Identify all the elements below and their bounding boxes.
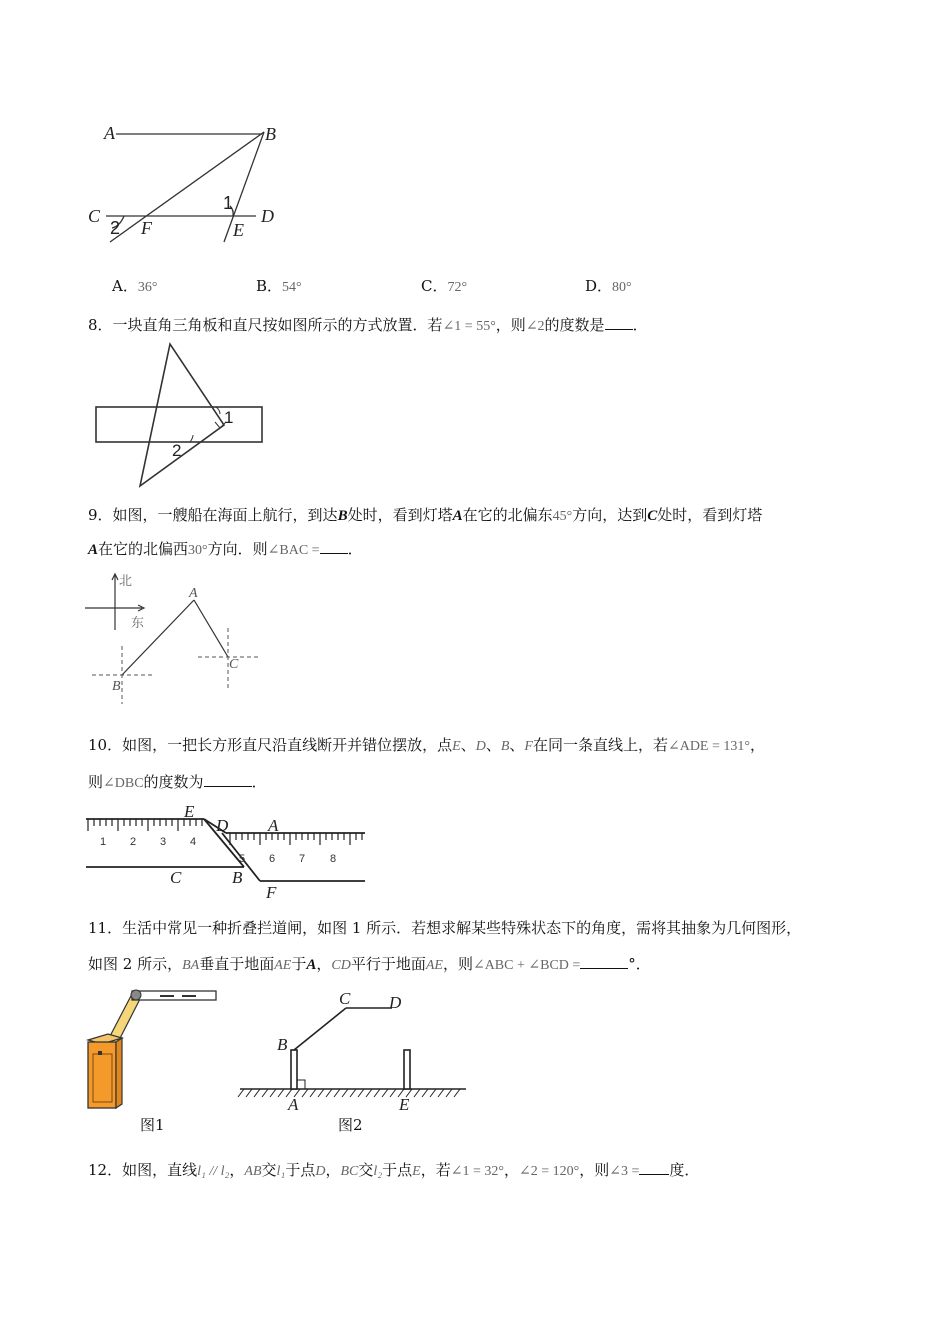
angle-1-label: 1 bbox=[223, 193, 234, 213]
answer-blank bbox=[605, 315, 633, 330]
q7-option-a: A．36° bbox=[112, 277, 158, 295]
north-label: 北 bbox=[119, 574, 133, 589]
label-B: B bbox=[232, 868, 243, 887]
ground-hatch bbox=[430, 1089, 436, 1097]
ground-hatch bbox=[262, 1089, 268, 1097]
label-C: C bbox=[170, 868, 182, 887]
label-A: A bbox=[104, 123, 115, 143]
figure-q9 bbox=[82, 570, 272, 710]
tick-label: 1 bbox=[100, 836, 107, 848]
ground-hatch bbox=[390, 1089, 396, 1097]
label-A: A bbox=[189, 586, 198, 601]
label-E: E bbox=[399, 1095, 410, 1114]
ground-hatch bbox=[366, 1089, 372, 1097]
figure-1-caption: 图1 bbox=[140, 1116, 165, 1134]
ground-hatch bbox=[438, 1089, 444, 1097]
q7-option-c: C．72° bbox=[421, 277, 468, 295]
q8-question: 8．一块直角三角板和直尺按如图所示的方式放置．若∠1 = 55°，则∠2的度数是 ． bbox=[88, 316, 648, 334]
figure-q11-geometry bbox=[236, 989, 468, 1114]
figure-q7 bbox=[84, 118, 284, 248]
ground-hatch bbox=[246, 1089, 252, 1097]
ground-hatch bbox=[334, 1089, 340, 1097]
tick-label: 8 bbox=[330, 853, 337, 865]
tick-label: 3 bbox=[160, 836, 167, 848]
ground-hatch bbox=[454, 1089, 460, 1097]
label-D: D bbox=[216, 816, 229, 835]
label-D: D bbox=[261, 206, 274, 226]
figure-2-caption: 图2 bbox=[338, 1116, 363, 1134]
tick-label: 4 bbox=[190, 836, 197, 848]
q10-question-line1: 10．如图，一把长方形直尺沿直线断开并错位摆放，点E、D、B、F在同一条直线上，若∠ADE = 131°， bbox=[88, 736, 765, 754]
tick-label: 5 bbox=[239, 853, 246, 865]
ground-hatch bbox=[302, 1089, 308, 1097]
label-B: B bbox=[112, 679, 121, 694]
label-D: D bbox=[389, 993, 402, 1012]
ground-hatch bbox=[446, 1089, 452, 1097]
ground-hatch bbox=[382, 1089, 388, 1097]
label-F: F bbox=[141, 218, 152, 238]
q11-question-line2: 如图 2 所示，BA垂直于地面AE于A，CD平行于地面AE，则∠ABC + ∠BCD = °． bbox=[88, 955, 651, 973]
answer-blank bbox=[320, 539, 348, 554]
figure-q10 bbox=[84, 800, 369, 902]
q10-question-line2: 则∠DBC的度数为 ． bbox=[88, 773, 267, 791]
label-F: F bbox=[266, 883, 277, 902]
ground-hatch bbox=[350, 1089, 356, 1097]
ground-hatch bbox=[310, 1089, 316, 1097]
angle-2-label: 2 bbox=[172, 441, 182, 460]
label-E: E bbox=[233, 220, 244, 240]
q7-option-b: B．54° bbox=[256, 277, 302, 295]
answer-blank bbox=[639, 1160, 669, 1175]
ground-hatch bbox=[326, 1089, 332, 1097]
ground-hatch bbox=[318, 1089, 324, 1097]
q9-question-line2: A在它的北偏西30°方向．则∠BAC = ． bbox=[88, 540, 363, 558]
tick-label: 6 bbox=[269, 853, 276, 865]
label-B: B bbox=[277, 1035, 288, 1054]
label-A: A bbox=[288, 1095, 299, 1114]
east-label: 东 bbox=[131, 616, 145, 631]
ground-hatch bbox=[254, 1089, 260, 1097]
q7-option-d: D．80° bbox=[585, 277, 632, 295]
label-B: B bbox=[265, 124, 276, 144]
angle-1-label: 1 bbox=[224, 408, 234, 427]
ground-hatch bbox=[422, 1089, 428, 1097]
q12-question: 12．如图，直线l₁ // l₂，AB交l₁于点D，BC交l₂于点E，若∠1 = 32°，∠2 = 120°，则∠3 = 度． bbox=[88, 1161, 700, 1179]
label-C: C bbox=[229, 657, 239, 672]
ground-hatch bbox=[270, 1089, 276, 1097]
answer-blank bbox=[580, 954, 628, 969]
q9-question-line1: 9．如图，一艘船在海面上航行，到达B处时，看到灯塔A在它的北偏东45°方向，达到C处时，看到灯塔 bbox=[88, 506, 763, 524]
label-C: C bbox=[88, 206, 101, 226]
q11-question-line1: 11．生活中常见一种折叠拦道闸，如图 1 所示．若想求解某些特殊状态下的角度，需将其抽象为几何图形， bbox=[88, 919, 802, 937]
ground-hatch bbox=[358, 1089, 364, 1097]
figure-q8 bbox=[94, 340, 269, 490]
ground-hatch bbox=[278, 1089, 284, 1097]
tick-label: 2 bbox=[130, 836, 137, 848]
ground-hatch bbox=[238, 1089, 244, 1097]
angle-2-label: 2 bbox=[110, 218, 121, 238]
label-A: A bbox=[268, 816, 279, 835]
ground-hatch bbox=[414, 1089, 420, 1097]
tick-label: 7 bbox=[299, 853, 306, 865]
figure-q11-gate bbox=[84, 984, 224, 1114]
ground-hatch bbox=[374, 1089, 380, 1097]
label-E: E bbox=[184, 802, 195, 821]
label-C: C bbox=[339, 989, 351, 1008]
ground-hatch bbox=[342, 1089, 348, 1097]
answer-blank bbox=[204, 772, 252, 787]
